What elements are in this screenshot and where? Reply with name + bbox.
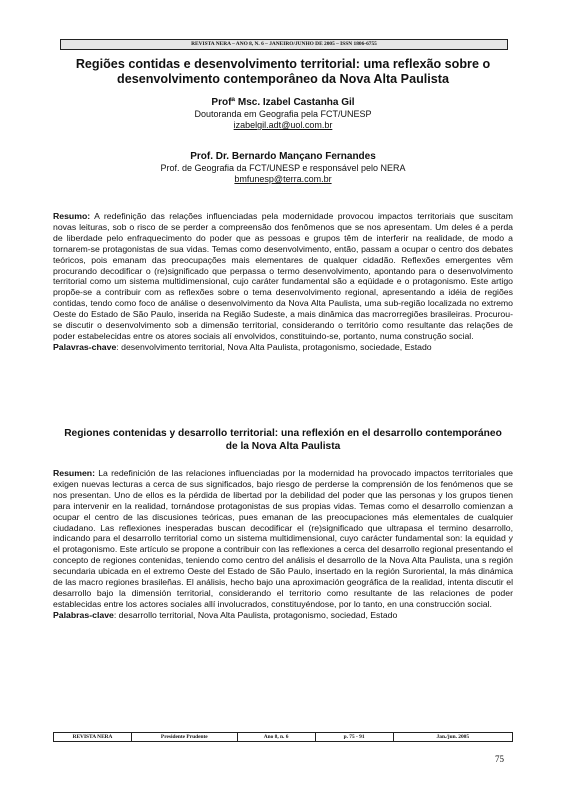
abstract-label: Resumo: — [53, 211, 91, 221]
page-number: 75 — [495, 754, 504, 764]
author-block-2 — [60, 151, 506, 186]
author-affiliation: Prof. de Geografia da FCT/UNESP e responsável pelo NERA — [160, 162, 406, 173]
abstract-label: Resumen: — [53, 468, 95, 478]
keywords-label: Palavras-chave — [53, 341, 117, 352]
keywords-text: : desenvolvimento territorial, Nova Alta Paulista, protagonismo, sociedade, Estado — [116, 341, 432, 352]
footer-table — [53, 732, 513, 742]
footer-volume: Ano 8, n. 6 — [237, 733, 315, 742]
author-email[interactable]: bmfunesp@terra.com.br — [234, 174, 332, 184]
footer-city: Presidente Prudente — [132, 733, 238, 742]
abstract-spanish — [53, 468, 513, 621]
abstract-text: A redefinição das relações influenciadas pela modernidade provocou impactos territoriais que suscitam novas leituras, sob o risco de se perder a compreensão dos fenômenos que se nos apresentam. Um deles é a perda de liberdade pelo enfraquecimento do poder que as pessoas e grupos têm de interferir na realidade, de modo a tornarem-se protagonistas de sua vidas. Temas como desenvolvimento, então, passam a ocupar o centro dos debates teóricos, pois emanam das preocupações mais elementares de qualquer cidadão. Reflexões emergentes vêm procurando decodificar o (re)significado que perpassa o termo desenvolvimento, apontando para o desenvolvimento territorial como um sistema multidimensional, cujo caráter fundamental são a eqüidade e o protagonismo. Este artigo propõe-se a contribuir com as reflexões sobre o tema desenvolvimento regional, apresentando a idéia de regiões contidas, tendo como foco de análise o desenvolvimento da Nova Alta Paulista, uma sub-região localizada no extremo Oeste do Estado de São Paulo, inserida na Região Sudeste, a mais dinâmica das macrorregiões brasileiras. Procurou-se discutir o desenvolvimento sob a dimensão territorial, considerando o território como resultante das relações de poder estabelecidas entre os atores sociais alí envolvidos, constituindo-se, portanto, numa construção social. — [53, 211, 513, 341]
article-title: Regiões contidas e desenvolvimento territorial: uma reflexão sobre o desenvolvimento contemporâneo da Nova Alta Paulista — [75, 57, 491, 86]
abstract-portuguese — [53, 211, 513, 353]
keywords-label: Palabras-clave — [53, 609, 114, 620]
author-block-1 — [60, 97, 506, 132]
footer-journal: REVISTA NERA — [54, 733, 132, 742]
journal-header: REVISTA NERA – ANO 8, N. 6 – JANEIRO/JUNHO DE 2005 – ISSN 1806-6755 — [60, 39, 508, 50]
article-title-spanish: Regiones contenidas y desarrollo territorial: una reflexión en el desarrollo contemporáneo de la Nova Alta Paulista — [64, 428, 502, 452]
author-affiliation: Doutoranda em Geografia pela FCT/UNESP — [194, 108, 372, 119]
author-name: Profª Msc. Izabel Castanha Gil — [211, 97, 355, 108]
footer-date: Jan./jun. 2005 — [393, 733, 512, 742]
abstract-text: La redefinición de las relaciones influenciadas por la modernidad ha provocado impactos territoriales que exigen nuevas lecturas a cerca de sus significados, bajo riesgo de perderse la comprensión de los fenómenos que se nos presentan. Uno de ellos es la pérdida de libertad por la debilidad del poder que las personas y los grupos tienen para intervenir en la realidad, tornándose protagonistas de sus propias vidas. Temas como el desarrollo comienzan a ocupar el centro de las discusiones teóricas, pues emanan de las preocupaciones más elementales de cualquier ciudadano. Las reflexiones inesperadas buscan decodificar el (re)significado que ultrapasa el termino desarrollo, indicando para el desarrollo territorial como un sistema multidimensional, cuyo carácter fundamental son: la equidad y el protagonismo. Este artículo se propone a contribuir con las reflexiones a cerca del desarrollo regional presentando el concepto de regiones contenidas, teniendo como centro del análisis el desarrollo de la Nova Alta Paulista, una s región secundaria ubicada en el extremo Oeste del Estado de São Paulo, insertado en la región Suroriental, la más dinámica de las macro regiones brasileñas. El análisis, hecho bajo una aproximación geográfica de la realidad, intenta discutir el desarrollo bajo la dimensión territorial, considerando el territorio como resultante de las relaciones de poder establecidas entre los actores sociales allí involucrados, constituyéndose, por lo tanto, en una construcción social. — [53, 468, 513, 609]
footer-pages: p. 75 - 91 — [315, 733, 393, 742]
author-name: Prof. Dr. Bernardo Mançano Fernandes — [190, 151, 376, 162]
author-email[interactable]: izabelgil.adt@uol.com.br — [233, 120, 333, 130]
keywords-text: : desarrollo territorial, Nova Alta Paulista, protagonismo, sociedad, Estado — [113, 609, 398, 620]
